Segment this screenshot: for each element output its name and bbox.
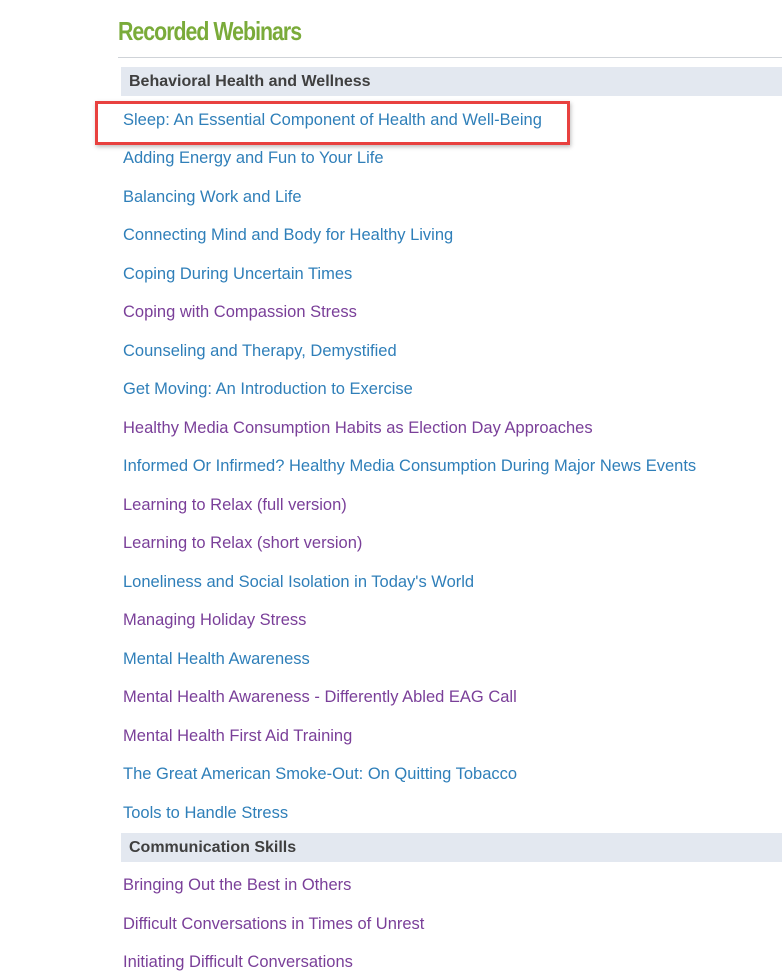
webinar-link[interactable]: Sleep: An Essential Component of Health and Well-Being [123, 111, 542, 129]
webinar-link[interactable]: Connecting Mind and Body for Healthy Living [123, 226, 454, 244]
title-divider [118, 57, 782, 58]
webinar-link[interactable]: Mental Health First Aid Training [123, 727, 353, 745]
webinar-link[interactable]: Loneliness and Social Isolation in Today's World [123, 573, 475, 591]
webinar-link[interactable]: The Great American Smoke-Out: On Quitting Tobacco [123, 765, 518, 783]
webinar-link[interactable]: Coping with Compassion Stress [123, 303, 357, 321]
section-header-behavioral-health: Behavioral Health and Wellness [121, 67, 782, 96]
webinar-link[interactable]: Tools to Handle Stress [123, 804, 289, 822]
webinar-link[interactable]: Informed Or Infirmed? Healthy Media Consumption During Major News Events [123, 457, 697, 475]
webinar-link[interactable]: Mental Health Awareness [123, 650, 310, 668]
webinar-link[interactable]: Counseling and Therapy, Demystified [123, 342, 397, 360]
webinar-link[interactable]: Adding Energy and Fun to Your Life [123, 149, 384, 167]
webinar-link[interactable]: Coping During Uncertain Times [123, 265, 353, 283]
webinar-link[interactable]: Healthy Media Consumption Habits as Election Day Approaches [123, 419, 593, 437]
webinar-link[interactable]: Learning to Relax (full version) [123, 496, 347, 514]
webinar-link[interactable]: Initiating Difficult Conversations [123, 953, 353, 971]
page-title: Recorded Webinars [118, 16, 302, 46]
webinar-link[interactable]: Get Moving: An Introduction to Exercise [123, 380, 413, 398]
section-header-communication-skills: Communication Skills [121, 833, 782, 862]
webinar-link[interactable]: Difficult Conversations in Times of Unrest [123, 915, 425, 933]
webinar-link[interactable]: Learning to Relax (short version) [123, 534, 363, 552]
webinar-link[interactable]: Mental Health Awareness - Differently Abled EAG Call [123, 688, 517, 706]
webinar-link[interactable]: Managing Holiday Stress [123, 611, 307, 629]
webinar-link[interactable]: Bringing Out the Best in Others [123, 876, 352, 894]
webinar-link[interactable]: Balancing Work and Life [123, 188, 302, 206]
